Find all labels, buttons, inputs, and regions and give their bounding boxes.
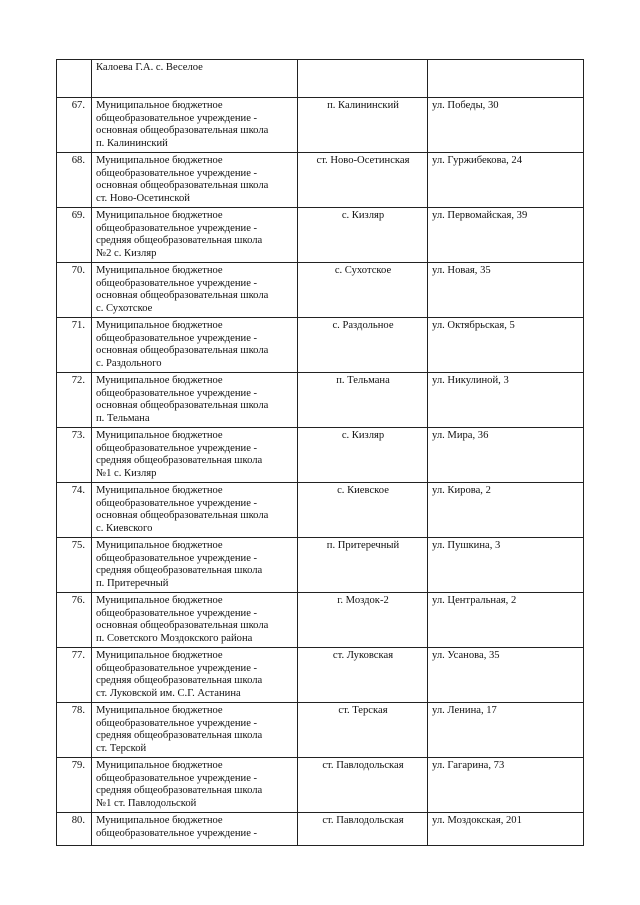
school-name-cell: Калоева Г.А. с. Веселое — [92, 60, 298, 98]
school-name-cell: Муниципальное бюджетное общеобразовательное учреждение - основная общеобразовательная школа ст. Ново-Осетинской — [92, 153, 298, 208]
address-cell — [428, 60, 584, 98]
row-number-cell: 77. — [57, 648, 92, 703]
schools-table-body — [57, 60, 584, 846]
table-row — [57, 98, 584, 153]
school-name-cell: Муниципальное бюджетное общеобразовательное учреждение - средняя общеобразовательная школа №1 ст. Павлодольской — [92, 758, 298, 813]
row-number-cell: 75. — [57, 538, 92, 593]
locality-cell — [298, 60, 428, 98]
locality-cell: ст. Павлодольская — [298, 813, 428, 846]
row-number-cell: 71. — [57, 318, 92, 373]
locality-cell: ст. Терская — [298, 703, 428, 758]
school-name-cell: Муниципальное бюджетное общеобразовательное учреждение - средняя общеобразовательная школа п. Притеречный — [92, 538, 298, 593]
table-row — [57, 758, 584, 813]
table-row — [57, 703, 584, 758]
row-number-cell: 70. — [57, 263, 92, 318]
school-name-cell: Муниципальное бюджетное общеобразовательное учреждение - основная общеобразовательная школа с. Киевского — [92, 483, 298, 538]
locality-cell: г. Моздок-2 — [298, 593, 428, 648]
schools-table — [56, 59, 584, 846]
address-cell: ул. Никулиной, 3 — [428, 373, 584, 428]
locality-cell: п. Тельмана — [298, 373, 428, 428]
locality-cell: п. Притеречный — [298, 538, 428, 593]
address-cell: ул. Центральная, 2 — [428, 593, 584, 648]
school-name-cell: Муниципальное бюджетное общеобразовательное учреждение - — [92, 813, 298, 846]
row-number-cell: 79. — [57, 758, 92, 813]
address-cell: ул. Первомайская, 39 — [428, 208, 584, 263]
row-number-cell: 74. — [57, 483, 92, 538]
address-cell: ул. Кирова, 2 — [428, 483, 584, 538]
table-row — [57, 263, 584, 318]
row-number-cell: 67. — [57, 98, 92, 153]
address-cell: ул. Победы, 30 — [428, 98, 584, 153]
row-number-cell: 80. — [57, 813, 92, 846]
school-name-cell: Муниципальное бюджетное общеобразовательное учреждение - основная общеобразовательная школа с. Раздольного — [92, 318, 298, 373]
school-name-cell: Муниципальное бюджетное общеобразовательное учреждение - основная общеобразовательная школа п. Калининский — [92, 98, 298, 153]
table-row — [57, 483, 584, 538]
address-cell: ул. Мира, 36 — [428, 428, 584, 483]
address-cell: ул. Моздокская, 201 — [428, 813, 584, 846]
school-name-cell: Муниципальное бюджетное общеобразовательное учреждение - основная общеобразовательная школа с. Сухотское — [92, 263, 298, 318]
locality-cell: с. Кизляр — [298, 428, 428, 483]
row-number-cell: 78. — [57, 703, 92, 758]
address-cell: ул. Гагарина, 73 — [428, 758, 584, 813]
locality-cell: ст. Павлодольская — [298, 758, 428, 813]
table-row — [57, 373, 584, 428]
school-name-cell: Муниципальное бюджетное общеобразовательное учреждение - средняя общеобразовательная школа №2 с. Кизляр — [92, 208, 298, 263]
locality-cell: с. Кизляр — [298, 208, 428, 263]
row-number-cell — [57, 60, 92, 98]
table-row — [57, 813, 584, 846]
school-name-cell: Муниципальное бюджетное общеобразовательное учреждение - средняя общеобразовательная школа ст. Терской — [92, 703, 298, 758]
locality-cell: ст. Луковская — [298, 648, 428, 703]
row-number-cell: 73. — [57, 428, 92, 483]
row-number-cell: 76. — [57, 593, 92, 648]
table-row — [57, 428, 584, 483]
row-number-cell: 68. — [57, 153, 92, 208]
address-cell: ул. Усанова, 35 — [428, 648, 584, 703]
school-name-cell: Муниципальное бюджетное общеобразовательное учреждение - основная общеобразовательная школа п. Тельмана — [92, 373, 298, 428]
table-row — [57, 153, 584, 208]
table-row — [57, 538, 584, 593]
table-row — [57, 60, 584, 98]
locality-cell: с. Раздольное — [298, 318, 428, 373]
row-number-cell: 72. — [57, 373, 92, 428]
school-name-cell: Муниципальное бюджетное общеобразовательное учреждение - средняя общеобразовательная школа №1 с. Кизляр — [92, 428, 298, 483]
table-row — [57, 208, 584, 263]
school-name-cell: Муниципальное бюджетное общеобразовательное учреждение - основная общеобразовательная школа п. Советского Моздокского района — [92, 593, 298, 648]
locality-cell: ст. Ново-Осетинская — [298, 153, 428, 208]
locality-cell: п. Калининский — [298, 98, 428, 153]
address-cell: ул. Ленина, 17 — [428, 703, 584, 758]
locality-cell: с. Сухотское — [298, 263, 428, 318]
address-cell: ул. Гуржибекова, 24 — [428, 153, 584, 208]
table-row — [57, 318, 584, 373]
row-number-cell: 69. — [57, 208, 92, 263]
address-cell: ул. Новая, 35 — [428, 263, 584, 318]
school-name-cell: Муниципальное бюджетное общеобразовательное учреждение - средняя общеобразовательная школа ст. Луковской им. С.Г. Астанина — [92, 648, 298, 703]
address-cell: ул. Пушкина, 3 — [428, 538, 584, 593]
address-cell: ул. Октябрьская, 5 — [428, 318, 584, 373]
table-row — [57, 593, 584, 648]
locality-cell: с. Киевское — [298, 483, 428, 538]
table-row — [57, 648, 584, 703]
